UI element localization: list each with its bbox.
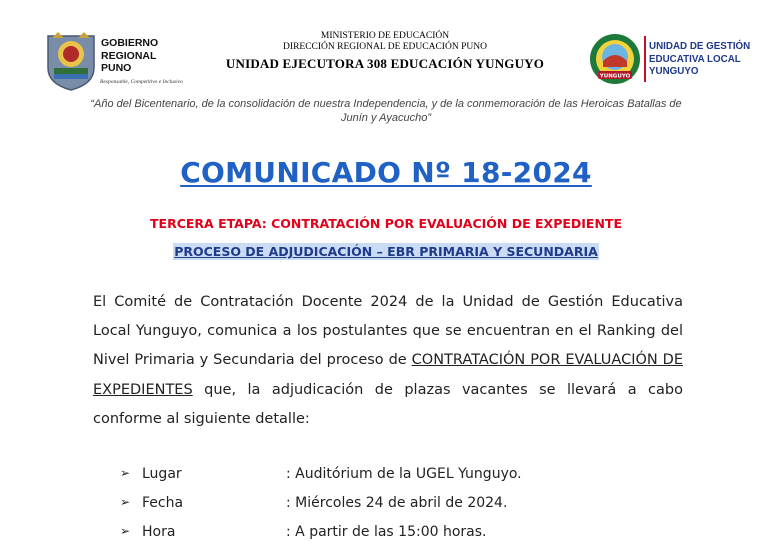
- process-subtitle-wrap: [0, 243, 772, 261]
- paragraph-outro: que, la adjudicación de plazas vacantes se llevará a cabo conforme al siguiente detalle:: [93, 381, 683, 427]
- arrow-bullet-icon: ➢: [120, 466, 131, 480]
- detail-label: Lugar: [142, 466, 182, 482]
- detail-value: : Miércoles 24 de abril de 2024.: [286, 495, 508, 511]
- header-divider: [644, 36, 646, 82]
- gobierno-regional-puno-name: GOBIERNO REGIONAL PUNO: [101, 37, 159, 74]
- ministry-name: MINISTERIO DE EDUCACIÓN: [320, 31, 450, 41]
- detail-row-lugar: [120, 466, 720, 495]
- arrow-bullet-icon: ➢: [120, 524, 131, 538]
- header-center: [185, 31, 585, 72]
- executing-unit-name: UNIDAD EJECUTORA 308 EDUCACIÓN YUNGUYO: [225, 56, 545, 71]
- stage-subtitle: TERCERA ETAPA: CONTRATACIÓN POR EVALUACIÓN DE EXPEDIENTE: [150, 216, 622, 231]
- detail-label: Fecha: [142, 495, 184, 511]
- gobierno-regional-puno-logo: [44, 30, 98, 92]
- ugel-seal-text: YUNGUYO: [599, 73, 631, 80]
- detail-value: : Auditórium de la UGEL Yunguyo.: [286, 466, 522, 482]
- detail-label: Hora: [142, 524, 176, 540]
- arrow-bullet-icon: ➢: [120, 495, 131, 509]
- paragraph-intro: El Comité de Contratación Docente 2024 de la Unidad de Gestión Educativa Local Yunguyo, comunica a los postulantes que se encuentran en el Ranking del Nivel Primaria y Secundaria del proceso de: [93, 294, 683, 369]
- ugel-yunguyo-seal-logo: [589, 33, 641, 85]
- detail-row-hora: [120, 524, 720, 553]
- announcement-paragraph: [93, 288, 683, 434]
- regional-direction-name: DIRECCIÓN REGIONAL DE EDUCACIÓN PUNO: [283, 42, 487, 52]
- document-title: COMUNICADO Nº 18-2024: [180, 156, 592, 189]
- paragraph-underlined: CONTRATACIÓN POR EVALUACIÓN DE EXPEDIENTES: [93, 352, 683, 398]
- year-motto: “Año del Bicentenario, de la consolidación de nuestra Independencia, y de la conmemoración de las Heroicas Batallas de Junín y Ayacucho”: [90, 98, 682, 124]
- detail-value: : A partir de las 15:00 horas.: [286, 524, 487, 540]
- ugel-yunguyo-name: UNIDAD DE GESTIÓN EDUCATIVA LOCAL YUNGUYO: [649, 41, 751, 77]
- process-subtitle: PROCESO DE ADJUDICACIÓN – EBR PRIMARIA Y SECUNDARIA: [174, 244, 598, 259]
- detail-row-fecha: [120, 495, 720, 524]
- gobierno-slogan: Responsable, Competitivo e Inclusivo: [100, 79, 183, 85]
